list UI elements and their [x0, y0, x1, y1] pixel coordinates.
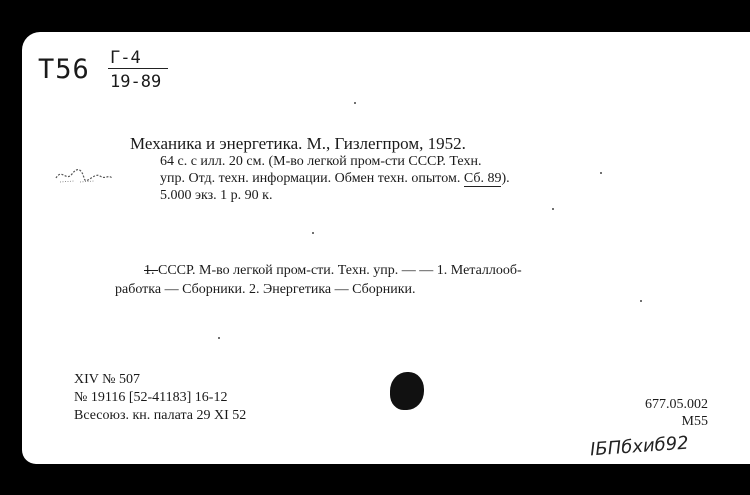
stat-line-1: XIV № 507 — [74, 372, 140, 387]
fraction-divider — [108, 68, 168, 69]
title-line: Механика и энергетика. М., Гизлегпром, 1952. — [130, 134, 466, 153]
description-line-2 — [160, 171, 510, 187]
dust-speck — [640, 300, 642, 302]
description-line-2-end: ). — [501, 171, 510, 186]
description-line-3: 5.000 экз. 1 р. 90 к. — [160, 188, 273, 203]
dust-speck — [354, 102, 356, 104]
shelf-code: Т56 — [38, 54, 90, 85]
shelf-fraction-bottom: 19-89 — [110, 72, 162, 92]
shelf-fraction-top: Г-4 — [110, 48, 141, 68]
subject-line-1 — [144, 263, 522, 279]
dust-speck — [600, 172, 602, 174]
stat-line-3: Всесоюз. кн. палата 29 XI 52 — [74, 408, 247, 423]
stat-line-2: № 19116 [52-41183] 16-12 — [74, 390, 228, 405]
author-mark: М55 — [681, 414, 708, 429]
subject-prefix: 1. — [144, 263, 158, 278]
series-number: Сб. 89 — [463, 171, 502, 186]
catalog-card — [22, 32, 750, 464]
handwritten-note: ІБПбхиб92 — [589, 432, 690, 461]
stamp-scribble-icon — [54, 164, 114, 186]
udc-number: 677.05.002 — [645, 397, 708, 412]
subject-line-2: работка — Сборники. 2. Энергетика — Сборники. — [115, 282, 416, 297]
dust-speck — [218, 337, 220, 339]
subject-line-1-text: СССР. М-во легкой пром-сти. Техн. упр. — — 1. Металлооб- — [158, 263, 522, 278]
dust-speck — [552, 208, 554, 210]
ink-blot — [390, 372, 424, 410]
description-line-1: 64 с. с илл. 20 см. (М-во легкой пром-сти СССР. Техн. — [160, 154, 482, 169]
description-line-2-text: упр. Отд. техн. информации. Обмен техн. опытом. — [160, 171, 464, 186]
dust-speck — [312, 232, 314, 234]
